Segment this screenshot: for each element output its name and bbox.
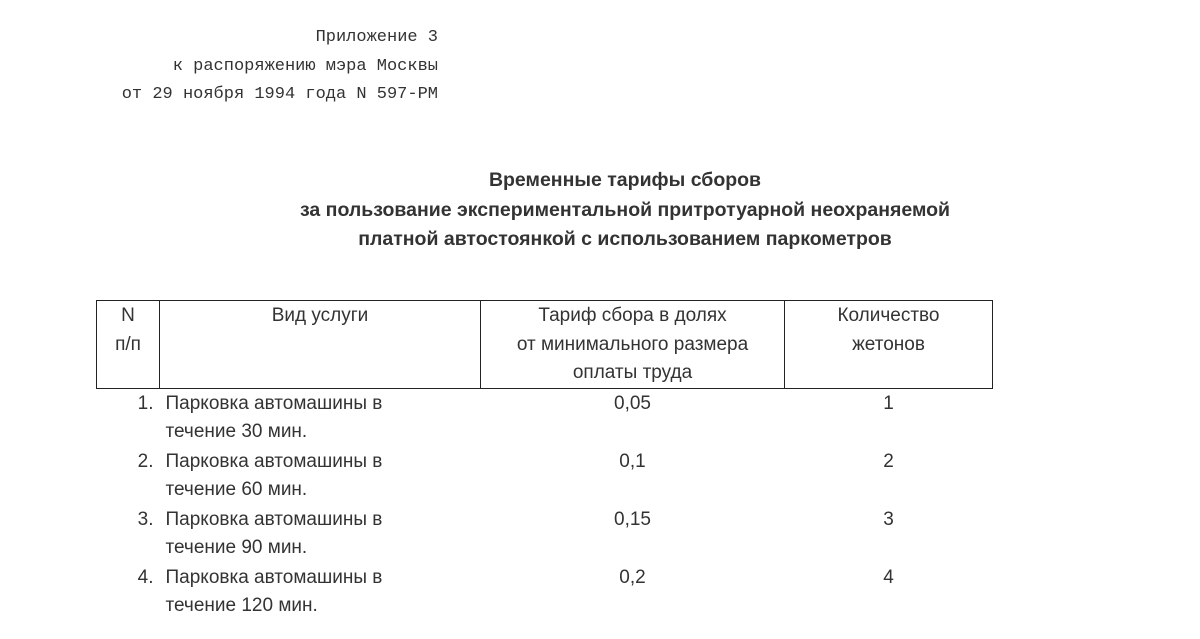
header-number: N п/п [97, 301, 160, 389]
row-number: 2. [137, 450, 154, 472]
table-row [97, 388, 993, 447]
row-tokens: 2 [883, 450, 894, 472]
tariffs-table [96, 300, 993, 621]
table-row [97, 447, 993, 505]
table-row [97, 505, 993, 563]
appendix-order-date: от 29 ноября 1994 года N 597-РМ [121, 85, 438, 104]
row-rate: 0,2 [619, 566, 646, 588]
row-tokens: 1 [883, 392, 894, 414]
header-tokens: Количество жетонов [785, 301, 993, 389]
row-service: Парковка автомашины в течение 60 мин. [165, 450, 383, 500]
title-line: платной автостоянкой с использованием паркометров [358, 228, 892, 250]
row-rate: 0,05 [614, 392, 651, 414]
document-title [200, 166, 1050, 255]
appendix-number: Приложение 3 [315, 28, 438, 47]
table-header-row [97, 301, 993, 389]
row-service: Парковка автомашины в течение 120 мин. [165, 566, 383, 616]
row-number: 4. [137, 566, 154, 588]
header-service: Вид услуги [160, 301, 481, 389]
row-rate: 0,15 [614, 508, 651, 530]
appendix-order-reference: к распоряжению мэра Москвы [172, 56, 438, 76]
appendix-reference [60, 24, 438, 110]
row-number: 1. [137, 392, 154, 414]
row-rate: 0,1 [619, 450, 646, 472]
row-tokens: 3 [883, 508, 894, 530]
row-tokens: 4 [883, 566, 894, 588]
row-service: Парковка автомашины в течение 90 мин. [165, 508, 383, 558]
header-rate: Тариф сбора в долях от минимального размера оплаты труда [481, 301, 785, 389]
row-service: Парковка автомашины в течение 30 мин. [165, 392, 383, 442]
row-number: 3. [137, 508, 154, 530]
title-line: за пользование экспериментальной притротуарной неохраняемой [299, 198, 951, 221]
table-row [97, 563, 993, 621]
title-line: Временные тарифы сборов [488, 169, 762, 191]
